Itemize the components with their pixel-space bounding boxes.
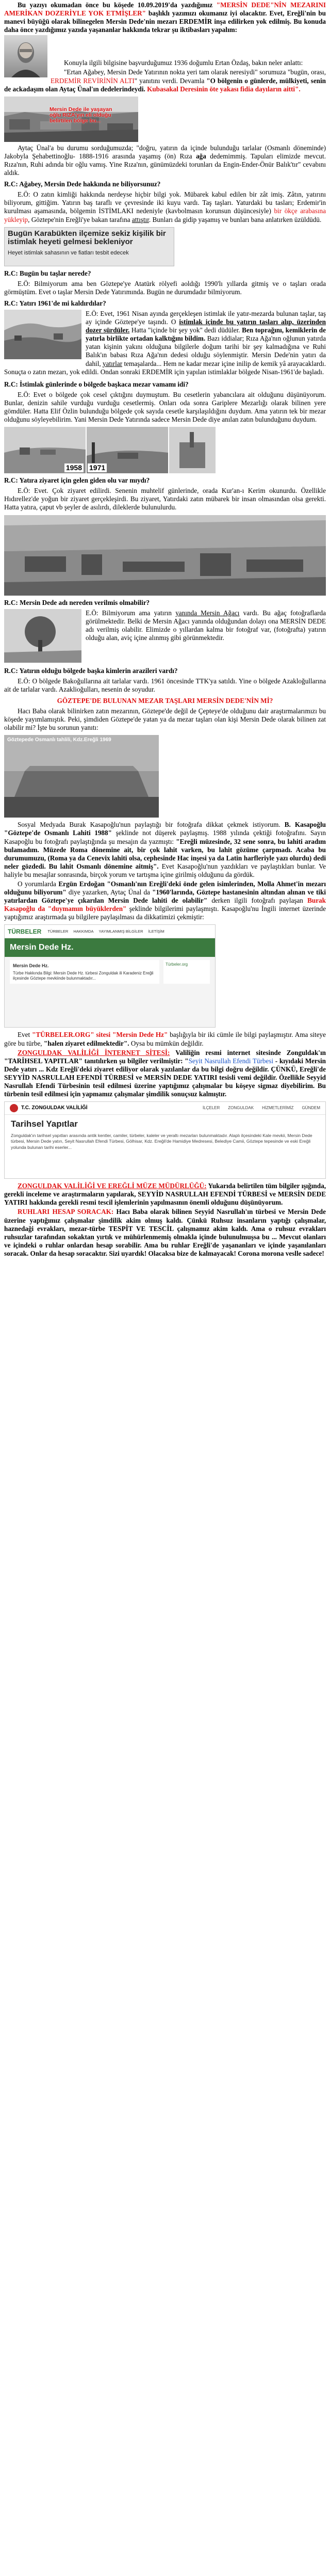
text-run: "Ereğli müzesinde, 32 sene sonra, bu lahiti aradım bulamadım. Müzede Roma dönemine ait, bir çok lahit varken, bu lahit gözüme çarpmadı. Acaba bu durumumuzu, (Roma ya da Cenevix lahiti olsa, cephesinde Hac inşesi ya da Latin harfleriyle yazı olurdu) dedi neler gözdedi. Bu lahit Osmanlı dönemine aitmiş". xyxy=(4,837,326,870)
text-bold: ağa xyxy=(196,152,206,160)
text-run: Bazı iddialar; Rıza Ağa'nın oğlunun yatırda yatan kişinin yakını olduğuna bilgilerle doğum tarihi bir şey kalmadığına ve Ruhi Balık'ın babası Rıza Ağa'nın dedesi olduğu söylenmiştir. Mersin Dede'nin yatırı da dahil, xyxy=(86,334,326,367)
text-run: "TÜRBELER.ORG" sitesi "Mersin Dede Hz" xyxy=(32,1031,168,1039)
text-run: Oysa bu mümkün değildir. xyxy=(129,1039,204,1047)
photo-1971 xyxy=(87,427,168,473)
text-run: ZONGULDAK VALİLİĞİ İNTERNET SİTESİ: xyxy=(18,1048,170,1057)
text-run: Ben toprağını, kemiklerin de yatırla birlikte ortadan kalktığını bildim. xyxy=(86,326,326,343)
text-run: Evet xyxy=(18,1031,32,1039)
answer-4: E.Ö: Evet o bölgede çok cesel çıktığını duymuştum. Bu cesetlerin yabancılara ait olduğunu düşünüyorum. Bunlar, denizin sahile vurduğu vurduğu cesetlermiş. Onları oda sonra Gariplere Mezarlığı olarak bilinen yere gömdüler. Hatta Elif Özlin bulunduğu bölgede çok sayıda cesetle karşılaşıldığını duydum. Ama yatırın tek bir mezar olduğunu söyleyebilirim. Yani Mersin Dede Yatırında sadece Mersin Dede diye anılan zatın bulunduğunu duydum. xyxy=(4,390,326,424)
text-run: Kdz Ereğli'deki ziyaret ediliyor olarak yazılanlar da bu bilgi doğru değildir. ÇÜNKÜ, Ereğli'de SEYYİD NASRULLAH EFENDİ TÜRBESİ ve MERSİN DEDE YATIRI tesisli vemi değildir. Özellikle Seyyid Nasrullah Efendi Türbesinin tesil edilmesi üzerine yaptığımız çalışmalar bu köşeye sigmaz diyebilirim. Bu türbenin tesil edilmesi için yapmamız çalışmalar şimdilik sonuçsuz kalmıştır. xyxy=(4,1065,326,1098)
answer-3-with-photo xyxy=(4,310,326,377)
text-run: "MERSİN DEDE"NİN MEZARINI AMERİKAN DOZERİYLE YOK ETMİŞLER" xyxy=(4,1,326,18)
site-logo: TÜRBELER xyxy=(8,927,42,935)
text-run: Aytaç Ünal'a bu durumu sorduğumuzda; "doğru, yatırın da içinde bulunduğu tarlalar (Osmanlı döneminde) Jakobyla Şehabettinoğlu- 1888-1916 arasında yaşamış (ön) Rıza xyxy=(4,143,326,160)
region-photo xyxy=(4,97,138,142)
text-run: vardı. Bu ağaç fotoğraflarda görülmektedir. Belki de Mersin Ağacı yanında olduğundan dolayı ona MERSİN DEDE adı verilmiş olabilir. Elimizde o yıllardan kalma bir fotoğraf var, (fotoğrafta) yatırın olduğu alan, aviç içine alınmış gibi görünmektedir. xyxy=(86,609,326,642)
valilik-nav-item[interactable]: ZONGULDAK xyxy=(228,1106,254,1111)
text-run: yatırlar xyxy=(103,359,123,367)
site-title-bar xyxy=(5,938,215,957)
site-text: Türbe Hakkında Bilgi: Mersin Dede Hz. türbesi Zonguldak ili Karadeniz Ereğli ilçesinde Göztepe mevkiinde bulunmaktadır... xyxy=(13,970,154,981)
photo-1958 xyxy=(4,427,86,473)
intro-p2: Konuyla ilgili bilgisine başvurduğumuz 1936 doğumlu Ertan Özdaş, bakın neler anlattı: xyxy=(64,59,303,67)
intro-paragraph xyxy=(4,1,326,34)
valilik-org-name: T.C. ZONGULDAK VALİLİĞİ xyxy=(21,1105,88,1111)
section-heading-goztepe: GÖZTEPE'DE BULUNAN MEZAR TAŞLARI MERSİN DEDE'NİN Mİ? xyxy=(57,696,273,705)
photo-caption-line: Mersin Dede ile yaşayan xyxy=(50,106,112,113)
clipping-line-3: Heyet istimlak sahasının ve fiatları tesbit edecek xyxy=(8,249,129,256)
photo-caption-line: oğlu RIZA'yın eli olduğu xyxy=(50,111,111,118)
text-run: Ergün Erdoğan "Osmanlı'nın Ereğli'deki önde gelen isimlerinden, Molla Ahmet'in mezarı olduğunu biliyorum" xyxy=(4,879,326,897)
newspaper-clipping xyxy=(4,227,174,266)
quote-red: Kubasakal Deresinin öte yakası fidia dayıların aitti". xyxy=(147,85,301,93)
year-label-1958: 1958 xyxy=(64,463,84,472)
text-run: Hatta "içinde bir şey yok" dedi düdüler. xyxy=(129,326,242,334)
text-run: istimlak içinde bu yatırın tasları alıp, üzerinden dozer sürdüler. xyxy=(86,318,326,334)
question-7: R.C: Yatırın olduğu bölgede başka kimlerin arazileri vardı? xyxy=(4,666,178,675)
text-run: " yanıtını verdi. Devamla xyxy=(134,76,207,85)
answer-1 xyxy=(4,190,326,223)
answer-13 xyxy=(4,1182,326,1207)
text-run: . Bunları da gidip yaşamış ve bunları bana anlatırken üzüldüdü. xyxy=(148,215,322,223)
text-run: Hacı Baba olarak bilinen Seyyid Nasrullah'ın türbesi ve Mersin Dede üzerine yaptığımız çalışmalar şimdilik akim olmuş kaldı. Çünkü Ruhsuz insanların yaptığı çalışmalar, haznedaği evrakları, mezar-türbe TESPİT VE TESCİL çalışmamız akim kaldı. Ama o ruhsuz evrakları ruhsuzlar tarafından sokaktan yırtık ve mühürlenmemiş olmakla içinde bulunulmuşsa bu ... Mevcut olanları ve içindeki o ruhlar onlardan hesap sorabilir. Ama bu ruhlar Ereğli'de yaşananları ve içinde yaşanılanları soracak. Onlar da hesap soracaktır. Sizi uyardık! Olacaksa bize de kalmayacak! Corona morona veslle sadece! xyxy=(4,1208,326,1257)
portrait-photo xyxy=(4,35,47,77)
photo-caption-line: belirtilen bölge bu... xyxy=(50,117,101,124)
text-run: RUHLARI HESAP SORACAK: xyxy=(18,1208,114,1216)
tree-photo xyxy=(4,609,81,663)
answer-12 xyxy=(4,1049,326,1099)
photo-building xyxy=(169,427,216,473)
text-run: diye yazarken, Aytaç Ünal da xyxy=(66,888,153,897)
site-nav-item[interactable]: YAYIMLANMIŞ BİLGİLER xyxy=(98,929,143,934)
question-2: R.C: Bugün bu taşlar nerede? xyxy=(4,269,91,277)
intro-with-portrait xyxy=(4,35,326,94)
aerial-photo xyxy=(4,515,326,596)
text-run: , Göztepe'nin Ereğli'ye bakan tarafına xyxy=(28,215,132,223)
answer-10 xyxy=(4,880,326,921)
text-run: - kıyıdaki Mersin Dede yatırı ... xyxy=(4,1057,326,1073)
site-nav xyxy=(47,929,164,934)
site-title: Mersin Dede Hz. xyxy=(10,943,74,952)
text-run: ZONGULDAK VALİLİĞİ VE EREĞLİ MÜZE MÜDÜRLÜĞÜ: xyxy=(18,1182,207,1190)
text-run: E.Ö: Evet, 1961 Nisan ayında gerçekleşen istimlak ile yatır-mezarda bulunan taşlar, taş ay içinde Göztepe'ye taşındı. O xyxy=(86,309,326,326)
answer-6-with-photo xyxy=(4,609,326,664)
question-3: R.C: Yatırı 1961'de mi kaldırdılar? xyxy=(4,299,106,307)
text-run: şeklinde not düşerek paylaşmış. 1988 yılında çektiği fotoğrafını. Sayın Kasapoğlu bu fotoğrafı paylaştığında şu mesajın da yazmıştı: xyxy=(4,829,326,845)
hill-photo xyxy=(4,310,81,359)
site-header xyxy=(5,925,215,938)
text-run: başlıklı yazımızı okumanız iyi olacaktır. Evet, Ereğli'nin bu manevi büyüğü olarak bilinegelen Mersin Dede'nin mezarı ERDEMİR inşa edilirken yok edilmiş. Bu konuda daha önce yazdığımız yazıda yaşananlar hakkında tekrar şu iktibasları yapalım: xyxy=(4,9,326,34)
valilik-nav xyxy=(203,1106,320,1111)
year-label-1971: 1971 xyxy=(88,463,107,472)
intro-p4 xyxy=(4,144,326,177)
text-run: Burak Kasapoğlu da "duymamın büyüklerden" xyxy=(4,897,326,913)
valilik-nav-item[interactable]: İLÇELER xyxy=(202,1106,220,1111)
site-sidebar xyxy=(163,960,210,984)
text-run: attıştır xyxy=(131,215,149,223)
lahit-caption: Göztepede Osmanlı tahlili, Kdz.Ereğli 1969 xyxy=(7,737,111,743)
text-run: şeklinde bilgilerimi paylaşmıştı. Kasapoğlu'nu İngili internet üzerinde yaptığımız araştırmada şu bilgilere paylaşılması da dikkatimizi çekmiştir: xyxy=(4,905,326,921)
valilik-site-screenshot xyxy=(4,1101,326,1179)
text-run: başlığıyla bir iki cümle ile bilgi paylaşmıştır. Ama siteye göre bu türbe, xyxy=(4,1031,326,1047)
text-run: O yorumlarda xyxy=(18,879,59,888)
turbeler-site-screenshot xyxy=(4,924,216,1028)
question-4: R.C: İstimlak günlerinde o bölgede başkaca mezar vamamı idi? xyxy=(4,380,189,388)
site-nav-item[interactable]: TÜRBELER xyxy=(47,929,69,934)
answer-11 xyxy=(4,1031,326,1047)
question-5: R.C: Yatıra ziyaret için gelen giden olu var mıydı? xyxy=(4,476,150,485)
text-run: Bu yazıyı okumadan önce bu köşede 10.09.2019'da yazdığımız xyxy=(18,1,217,9)
question-6: R.C: Mersin Dede adı nereden verilmis olmabilir? xyxy=(4,598,150,606)
site-content xyxy=(10,960,159,984)
site-nav-item[interactable]: İLETİŞİM xyxy=(148,929,164,934)
answer-9 xyxy=(4,821,326,879)
quote-bold: "O bölgenin o günlerde, mülkiyeti, senin de ackadaşım olan Aytaç Ünal'ın dedelerindeydi. xyxy=(4,76,326,93)
answer-5: E.Ö: Evet. Çok ziyaret edilirdi. Senenin muhtelif günlerinde, orada Kur'an-ı Kerim okunurdu. Özellikle Hıdırellez'de yoğun bir ziyaret gerçekleşirdi. Bu ziyaret, Yatırdaki zatın mübarek bir insan olmasından olsa gerekti. Hatta yatıra, çaput vb şeyler de asılırdı, dileklerde bulunulurdu. xyxy=(4,487,326,511)
text-run: Yukarıda belirtilen tüm bilgiler ışığında, gerekli inceleme ve araştırmaların yapılarak, SEYYİD NASRULLAH EFENDİ TÜRBESİ ve MERSİN DEDE YATIRI hakkında gerekli resmi tescil işlemlerinin yapılmasının önemli olduğunu düşünüyorum. xyxy=(4,1182,326,1207)
text-run: derken ilgili fotoğrafı paylaşan xyxy=(207,897,308,905)
text-run: yanında Mersin Ağacı xyxy=(175,609,240,617)
answer-7: E.Ö: O bölgede Bakoğullarına ait tarlalar vardı. 1961 öncesinde TTK'ya satıldı. Yine o bölgede Azakloğullarına ait de tarlalar vardı. Azaklioğulları, nesenin de soyudur. xyxy=(4,677,326,693)
photo-caption-box xyxy=(50,107,127,124)
text-run: "1960'larında, Göztepe hastanesinin altından alınan ve tiki yatırlardan Göztepe'ye çıkarılan Mersin Dede lahiti de olabilir" xyxy=(4,888,326,905)
article xyxy=(0,0,330,1263)
lahit-photo xyxy=(4,735,159,818)
text-run: E.Ö: O zatın kimliği hakkında nerdeyse hiçbir bilgi yok. Mübarek kabul edilen bir zât imiş. Zâtın, yatırını biliyorum, gittiğim. Yatırın baş taraflı ve çevresinde iki kuyu vardı. Taş taşları. Yaturdaki bu tasları; Erdemir'in kurulması aşamasında, bölgemin İSTİMLAKI nedeniyle (kavbolmasın korunsun düşüncesiyle) xyxy=(4,190,326,215)
text-run: Evet Kasapoğlu'nun yazdıkları ve paylaştıkları bunlar. Ve haliyle bu mesajlar sonrasında, birçok yorum ve tartışma içine girilmiş olduğunu da gördük. xyxy=(4,862,326,878)
text-run: Valiliğin resmi internet sitesinde Zonguldak'ın "TARİHSEL YAPITLAR" tanıtılırken şu bilgiler verilmiştir: " xyxy=(4,1048,326,1065)
valilik-title: Tarihsel Yapıtlar xyxy=(11,1119,78,1129)
text-run: "halen ziyaret edilmektedir". xyxy=(43,1039,129,1047)
valilik-content xyxy=(5,1115,325,1155)
text-run: Sosyal Medyada Burak Kasapoğlu'nun paylaştığı bir fotoğrafa dikkat çekmek istiyorum. xyxy=(18,821,285,829)
valilik-nav-item[interactable]: GÜNDEM xyxy=(302,1106,320,1111)
site-body xyxy=(5,957,215,987)
text-run: B. Kasapoğlu "Göztepe'de Osmanlı Lahiti 1988" xyxy=(4,821,326,837)
question-1: R.C: Ağabey, Mersin Dede hakkında ne biliyorsunuz? xyxy=(4,180,161,188)
valilik-header xyxy=(5,1102,325,1115)
answer-2: E.Ö: Bilmiyorum ama ben Göztepe'ye Atatürk rölyefi aoldığı 1990'lı yıllarda gitmiş ve o taşları orada görmüştüm. Evet o taşlar Mersin Dede Yatırımında. Bugün ne durumdadır bilmiyorum. xyxy=(4,279,326,296)
intro-p3 xyxy=(4,68,326,93)
answer-8: Hacı Baba olarak bilinirken zatın mezarının, Göztepe'de değil de Çepteye'de olduğunu dair araştırmalarımızı bu köşede yayımlamıştık. Peki, şimdiden Göztepe'de yatan ya da mezar taşları olan kişi Mersin Dede olarak bilinen zat olabilir mi? İşte bu sorunun yanıtı: xyxy=(4,707,326,732)
clipping-line-1: Bugün Karabükten ilçemize sekiz kişilik bir xyxy=(8,229,166,238)
site-subtitle: Mersin Dede Hz. xyxy=(13,963,49,968)
valilik-org xyxy=(10,1104,88,1112)
valilik-emblem-icon xyxy=(10,1104,18,1112)
text-run: Seyit Nasrullah Efendi Türbesi xyxy=(188,1057,274,1065)
valilik-body: Zonguldak'ın tarihsel yapıtları arasında antik kentler, camiler, türbeler, kaleler ve yeraltı mezarları bulunmaktadır. Alaplı ilçesindeki Kale mevkii, Mersin Dede türbesi, Mersin Dede yatırı, Seyit Nasrullah Efendi Türbesi, Gölhisar, Kdz. Ereğli'de Hamidiye Medresesi, Belediye Camii, Göztepe tepesinde ve eski Ereğli yolunda bulunan tarihi eserler... xyxy=(11,1132,312,1150)
text-run: "Ertan Ağabey, Mersin Dede Yatırının nokta yeri tam olarak neresiydi" sorumuza "bugün, orası, xyxy=(64,68,326,76)
site-crumb[interactable]: Türbeler.org xyxy=(166,962,188,967)
text-run: temaşalarda... Hem ne kadar mezar içine inilip de kemik yâ arayacaklardı. Sonuçta o zatın mezarı, yok edildi. Ondan sonraki ERDEMİR için yapılan istimlaklar bölgede Nisan-1961'de başladı. xyxy=(4,359,326,376)
valilik-nav-item[interactable]: HİZMETLERİMİZ xyxy=(262,1106,294,1111)
highlight-revir: ERDEMİR REVİRİNİN ALTI xyxy=(51,76,135,85)
text-run: dedemimmiş. Tapuları elimizde mevcut. Rıza'nın, Ruhi adında bir oğlu vamış. Yine Rıza'nın, günümüzdeki torunları da Engin-Ender-Önür Balık'tır" cevabını aldık. xyxy=(4,152,326,177)
answer-14 xyxy=(4,1208,326,1258)
comparison-photos xyxy=(4,427,326,473)
clipping-line-2: istimlak heyeti gelmesi bekleniyor xyxy=(8,237,133,247)
text-run: bir ökçe arabasına yükleyip xyxy=(4,207,326,223)
text-run: E.Ö: Bilmiyorum ama yatırın xyxy=(86,609,176,617)
site-nav-item[interactable]: HAKKIMDA xyxy=(73,929,94,934)
